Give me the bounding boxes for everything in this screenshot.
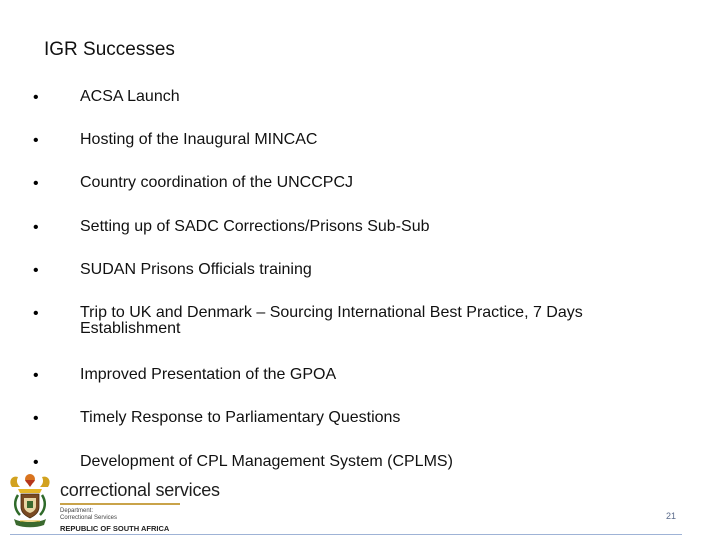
bullet-text: ACSA Launch bbox=[80, 88, 180, 105]
footer-rule bbox=[10, 534, 682, 535]
brand-name: correctional services bbox=[60, 480, 220, 500]
bullet-text: Development of CPL Management System (CPLMS) bbox=[80, 453, 453, 470]
country-label: REPUBLIC OF SOUTH AFRICA bbox=[60, 524, 170, 533]
bullet-text: SUDAN Prisons Officials training bbox=[80, 261, 312, 278]
bullet-icon: • bbox=[33, 454, 39, 471]
bullet-icon: • bbox=[33, 367, 39, 384]
bullet-text: Hosting of the Inaugural MINCAC bbox=[80, 131, 318, 148]
page-number: 21 bbox=[665, 511, 676, 521]
footer bbox=[0, 468, 720, 540]
bullet-text: Country coordination of the UNCCPCJ bbox=[80, 174, 354, 191]
bullet-icon: • bbox=[33, 132, 39, 149]
bullet-text: Trip to UK and Denmark – Sourcing International Best Practice, 7 Days Establishment bbox=[80, 304, 583, 337]
bullet-icon: • bbox=[33, 219, 39, 236]
department-label: Department: bbox=[60, 508, 94, 514]
bullet-text: Setting up of SADC Corrections/Prisons Sub-Sub bbox=[80, 218, 430, 235]
bullet-icon: • bbox=[33, 175, 39, 192]
brand-rule bbox=[60, 503, 180, 505]
bullet-text: Timely Response to Parliamentary Questions bbox=[80, 409, 401, 426]
department-name: Correctional Services bbox=[60, 515, 118, 521]
bullet-text: Improved Presentation of the GPOA bbox=[80, 366, 337, 383]
bullet-icon: • bbox=[33, 410, 39, 427]
bullet-icon: • bbox=[33, 262, 39, 279]
coat-of-arms-icon bbox=[6, 471, 54, 531]
slide-title: IGR Successes bbox=[44, 39, 175, 60]
bullet-icon: • bbox=[33, 89, 39, 106]
bullet-icon: • bbox=[33, 305, 39, 322]
